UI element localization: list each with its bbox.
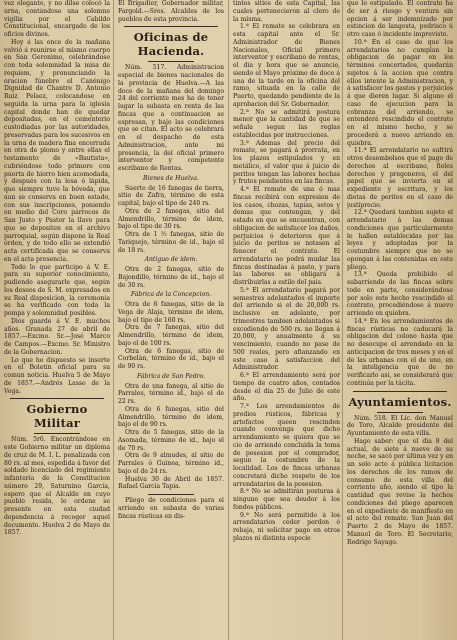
subheading: Fábrica de San Pedro. <box>136 372 206 380</box>
section-heading-oficinas-hacienda: Oficinas de Hacienda. <box>133 30 209 59</box>
paragraph: Núm. 517. Administracion especial de bienes nacionales de la provincia de Huelva.—A las doce de la mañana del domingo 24 del corriente mes ha de tener lugar la subasta en renta de las fincas que a continuacion se espresan, y bajo las condiciones que se citan. El acto se celebrará en el despacho de esta Administracion, ante mi presencia, la del oficial primero interventor y competente escribano de Rentas. <box>118 64 224 172</box>
paragraph: 11.ª El arrendatario no sufrirá otros desembolsos que el pago de derechos al escribano, fieles derechos y pregoneros, el del papel que se invierta en el expediente y escritura, y los dietas de peritos en el caso de justiprecio. <box>347 147 453 209</box>
column-divider <box>113 0 114 640</box>
section-rule <box>148 494 194 495</box>
paragraph: 1.ª El remate se celebrara en esta capital ante el Sr. Administrador de Bienes Nacionales, Oficial primero interventor y escribano de rentas, el dia y hora que se anuncie, siendo el Mayo próximo de doce á una de la tarde en la oficina del ramo, situada en la calle de Puerto, quedando pendiente de la aprobacion del Sr. Gobernador. <box>233 23 340 108</box>
column-divider <box>228 0 229 640</box>
paragraph: 10.ª En el caso de que los arrendatarios no cumplan la obligacion de pagar en los términos concertados, quedarán sujetos á la accion que contra ellos intente la Administracion, y á satisfacer los gastos y perjuicios á que dieren lugar. Si alguno el caso de ejecucion para la cobranza del arriendo, se entenderá rescindido el contrato en el mismo hecho, y se procederá a nuevo arriendo en quiebra. <box>347 38 453 147</box>
paragraph: Lo que he dispuesto se inserte en el Boletin oficial para su comun noticia. Huelva 5 de Mayo de 1857.—Andrés Lasso de la Vega. <box>4 356 110 395</box>
paragraph: Otra de 6 fanegas, sitio del Almendrillo, término de idem, bajo el de 90 rs. <box>118 405 224 429</box>
paragraph: 12.ª Quedará tambien sujeto el arrendatario á las demas condiciones que particularmente le hallen establecidas por las leyes y adoptadas por la costumbre siempre que no se opongan á las contenidas en este pliego. <box>347 209 453 271</box>
paragraph: Otra de 2 fanegas, sitio de Bajondillo, término de id., bajo el de 30 rs. <box>118 266 224 289</box>
paragraph: Otra de 7 fanegas, sitio del Almendrillo, término de idem, bajo el de 100 rs. <box>118 324 224 347</box>
section-rule <box>10 398 104 399</box>
paragraph: Dios guarde á V. E. muchos años. Granada 27 de abril de 1857.—Excmo. Sr.—José Marco de Campos.—Excmo. Sr. Ministro de la Gobernacion. <box>4 317 110 356</box>
paragraph: 4.ª El remate de una ó mas fincas recibirá con expresion de los casos, chozas, tapias, setos y demas que contengan, y del estado en que se encuentran, con obligacion de satisfacer los daños, perjuicios ó deterioros que á juicio de peritos se notasen al fenecer el contrato. El arrendatario no podrá mudar las fincas destinadas á pasto, y para las labores se obligará á distribuirlas a estilo del pais. <box>233 186 340 286</box>
column-3 <box>233 0 340 640</box>
paragraph: 8.ª No se admitirán posturas á ninguno que sea deudor á los fondos públicos. <box>233 488 340 511</box>
paragraph: que lo estipulado. El contrato ha de ser á riesgo y ventura sin opcion á ser indemnizado por estincion de langosta, pedrisco ú otro caso ó incidente imprevisto. <box>347 0 453 38</box>
paragraph: Otra de 9 almudes, al sitio de Parrales ó Guinea, término id., bajo el de 24 rs. <box>118 452 224 475</box>
column-divider <box>342 0 343 640</box>
paragraph: 5.ª El arrendatario pagará por semestres adelantados el importe del arriendo si el de 20,000 rs. inclusive en adelante, por trimestres tambien adelantados si excediendo de 500 rs. no llegan á 20,000, y anualmente á su vencimiento, cuando no pase de 500 reales, pero afianzando en este caso á satisfaccion del Administrador. <box>233 286 340 372</box>
column-2 <box>118 0 224 640</box>
paragraph: 2.ª No se admitirá postura menor que la cantidad de que se señala segun las reglas establecidas por instrucciones. <box>233 108 340 139</box>
paragraph: Núm. 5r6. Encontrándose en este Gobierno militar un diploma de cruz de M. I. L. penalizada con 80 rs. al mes, espedida á favor del soldado licenciado del regimiento infantería de la Constitucion número 29, Saturnino García, espero que el Alcalde en cuyo pueblo resida, le ordene se presente en esta ciudad dependencia á recoger aquel documento. Huelva 2 de Mayo de 1857. <box>4 436 110 537</box>
paragraph: Hoy á las once de la mañana volvió á reunirse el mismo cuerpo en San Geronimo, celebrándose con toda solemnidad la misa de requiem, y pronunciando la oracion fúnebre el Canónigo Dignidad de Chantre D. Antonio Ruiz Pelaez, colocandose en seguida la urna para la iglesia capital donde han de quedar depositadas, en el cementerio custodiadas por las autoridades, preservadas para los sucesivos en la urna de madera fina encerrada en otra de plomo y entre ellas el testamento de «Bautista», cubriéndose todo primero con puerta de hierro bien acomodada, y después con la losa ó lápida, que siempre tuvo la bóveda, que aun se conserva en buen estado, con sus inscripciones, poniendo en medio del Coro párrocos de San Justo y Pastor la llave para que se depositen en el archivo parroquial, según dispone la Real órden, y de todo ello se extendió acta certificada que se conserva en el acta presencia. <box>4 38 110 263</box>
section-rule <box>377 412 423 413</box>
section-rule <box>124 26 218 27</box>
paragraph: tintos sitios de esta Capital, las cuales pertenecieron al clero de la misma. <box>233 0 340 23</box>
paragraph: Otra de 5 fanegas, sitio de la Asomada, término de id., bajo el de 70 rs. <box>118 429 224 452</box>
paragraph: Suerte de 16 fanegas de tierra, sitio de Zafra, término de esta capital, bajo el tipo de 240 rs. <box>118 184 224 207</box>
paragraph: Pliego de condiciones para el arriendo en subasta de varias fincas rústicas en dis- <box>118 497 224 520</box>
paragraph: Otra de 2 fanegas, sitio del Almendrillo, término de idem, bajo el tipo de 30 rs. <box>118 207 224 231</box>
paragraph: Otra de una fanega, al sitio de Parrales, término id., bajo el de 22 rs. <box>118 382 224 405</box>
section-heading-ayuntamientos: Ayuntamientos. <box>348 394 452 409</box>
paragraph: El Brigadier, Gobernador militar, Fargold.—Sres. Alcaldes de los pueblos de esta provincia. <box>118 0 224 23</box>
paragraph: vez elegante, y no dilse colocó la urna, contándose una solemne vigilia por el Cabildo Constitucional, encargado de los oficios divinos. <box>4 0 110 38</box>
paragraph: Todo lo que participo á V. E. para su superior conocimiento, pudiendo asegurarle que, según los deseos de S. M. expresados en su Real disposicion, la ceremonia se ha verificado con toda la pompa y solemnidad posibles. <box>4 263 110 317</box>
section-rule <box>34 433 80 434</box>
section-heading-gobierno-militar: Gobierno Militar <box>26 402 88 431</box>
column-1 <box>4 0 110 640</box>
paragraph: Otra de 6 fanegas, sitio de Corbelán, término de id., bajo el de 90 rs. <box>118 347 224 370</box>
paragraph: Huelva 30 de Abril de 1857. Rafael García Tapia. <box>118 475 224 491</box>
paragraph: 9.ª No será permitido á los arrendatarios ceder perdon ó rebaja, ni solicitar pago en otros plazos ni distinta especie <box>233 511 340 542</box>
paragraph: Otra de 1 ½ fanegas, sitio de Tariquejo, término de id., bajo el de 18 rs. <box>118 231 224 254</box>
paragraph: 6.ª El arrendamiento será por tiempo de cuatro años, contados desde el dia 25 de Julio de este año. <box>233 372 340 403</box>
paragraph: Núm. 518. El Lic. don Manuel de Toro, Alcalde presidente del Ayuntamiento de esta villa. <box>347 414 453 437</box>
section-rule <box>148 61 194 62</box>
paragraph: 3.ª Ademas del precio del remate, se pagará á prorrata, en los plazos estipulados y en metálico, el valor que á juicio de peritos tengan las labores hechas y frutos pendientes en las fincas. <box>233 139 340 186</box>
paragraph: 7.ª Los arrendamientos de predios rústicos, fábricas y artefactos queen rescinden cuando convenga que dicho arrendamiento se quiera que se cio de arriendo concluida la toma de posesion por el comprador, segun la costumbre de la localidad. Los de fincas urbanas concretará dicho respeto de los arrendatarios de la posesion. <box>233 403 340 488</box>
column-4 <box>347 0 453 640</box>
paragraph: 13.ª Queda prohibido el subarriendo de las fincas sobre todo en parte, considerándose por solo este hecho rescindido el contrato, procediéndose á nuevo arriendo en quiebra. <box>347 271 453 317</box>
paragraph: Otra de 6 fanegas, sitio de la Vega de Alaja, término de idem, bajo el tipo de 160 rs. <box>118 301 224 324</box>
section-rule <box>353 391 447 392</box>
subheading: Antiguo de idem. <box>144 256 198 264</box>
subheading: Bienes de Huelva. <box>143 174 199 182</box>
subheading: Fábrica de la Concepcion. <box>130 291 212 299</box>
paragraph: Hago saber: que el dia 8 del actual, de siete á nueve de su noche, se sacó por última vez y en un solo acto á pública licitacion los derechos de los ramos de consumo de esta villa del corriente año, siendo el tipo la cantidad que revise la hechos condiciones del pliego aparecen en el expediente de manifiesto en el acto del remate. San Juan del Puerto 2 de Mayo de 1857. Manuel de Toro. El Secretario, Rodrigo Sayago. <box>347 437 453 546</box>
paragraph: 14.ª En los arrendamientos de fincas rústicas no caducará la obligacion del colono hasta que no desocupe el arrendado en la anticipacion de tres meses y en el de las urbanas con el de uno, en la inteligencia que de no verificarlo así, se considerará que continúa por la tácita. <box>347 317 453 387</box>
